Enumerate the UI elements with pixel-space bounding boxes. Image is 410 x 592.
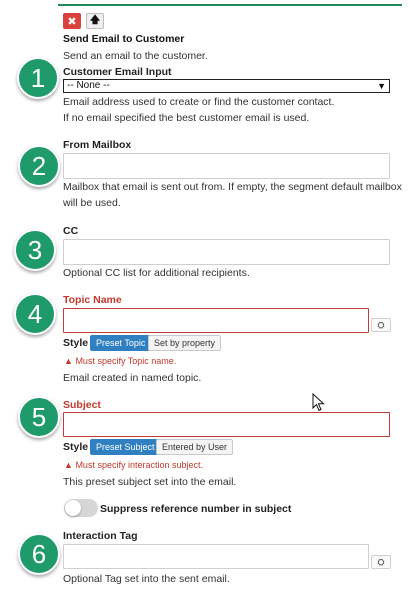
cc-help: Optional CC list for additional recipients. [63, 267, 250, 279]
cc-input[interactable] [63, 239, 390, 265]
topic-name-label: Topic Name [63, 294, 122, 306]
move-up-button[interactable] [86, 13, 104, 29]
subject-input[interactable] [63, 412, 390, 437]
property-picker-icon: ⛭ [377, 556, 385, 567]
customer-email-help-2: If no email specified the best customer email is used. [63, 112, 310, 124]
property-picker-icon: ⛭ [377, 319, 385, 330]
tag-property-picker-button[interactable] [371, 555, 391, 569]
top-accent-line [58, 4, 402, 6]
topic-name-error: ▲ Must specify Topic name. [64, 356, 177, 366]
interaction-tag-label: Interaction Tag [63, 530, 138, 542]
callout-badge-2: 2 [18, 145, 60, 187]
from-mailbox-help-2: will be used. [63, 197, 121, 209]
interaction-tag-help: Optional Tag set into the sent email. [63, 573, 230, 585]
delete-button[interactable] [63, 13, 81, 29]
topic-style-label: Style [63, 337, 89, 349]
arrow-up-icon: 🡅 [89, 14, 101, 26]
set-by-property-button[interactable]: Set by property [148, 335, 221, 351]
subject-help: This preset subject set into the email. [63, 476, 237, 488]
callout-badge-4: 4 [14, 293, 56, 335]
customer-email-select[interactable] [63, 79, 390, 93]
subject-label: Subject [63, 399, 101, 411]
action-description: Send an email to the customer. [63, 50, 208, 62]
topic-property-picker-button[interactable] [371, 318, 391, 332]
warning-icon: ▲ [64, 356, 73, 366]
customer-email-label: Customer Email Input [63, 66, 172, 78]
suppress-reference-toggle[interactable] [64, 499, 98, 517]
warning-icon: ▲ [64, 460, 73, 470]
preset-topic-button[interactable]: Preset Topic [90, 335, 151, 351]
preset-subject-button[interactable]: Preset Subject [90, 439, 161, 455]
interaction-tag-input[interactable] [63, 544, 369, 569]
action-title: Send Email to Customer [63, 33, 185, 45]
callout-badge-6: 6 [18, 533, 60, 575]
close-icon: ✖ [67, 15, 77, 28]
from-mailbox-label: From Mailbox [63, 139, 132, 151]
from-mailbox-input[interactable] [63, 153, 390, 179]
mouse-cursor-icon [312, 393, 326, 413]
callout-badge-1: 1 [17, 57, 59, 99]
cc-label: CC [63, 225, 79, 237]
suppress-reference-label: Suppress reference number in subject [100, 503, 292, 515]
from-mailbox-help-1: Mailbox that email is sent out from. If empty, the segment default mailbox [63, 181, 402, 193]
customer-email-selected: -- None -- [67, 80, 110, 91]
chevron-down-icon: ▼ [377, 81, 386, 91]
callout-badge-5: 5 [18, 396, 60, 438]
callout-badge-3: 3 [14, 229, 56, 271]
entered-by-user-button[interactable]: Entered by User [156, 439, 233, 455]
topic-name-input[interactable] [63, 308, 369, 333]
subject-error: ▲ Must specify interaction subject. [64, 460, 203, 470]
customer-email-help-1: Email address used to create or find the customer contact. [63, 96, 335, 108]
subject-style-label: Style [63, 441, 89, 453]
toggle-knob [65, 500, 81, 516]
topic-name-help: Email created in named topic. [63, 372, 202, 384]
